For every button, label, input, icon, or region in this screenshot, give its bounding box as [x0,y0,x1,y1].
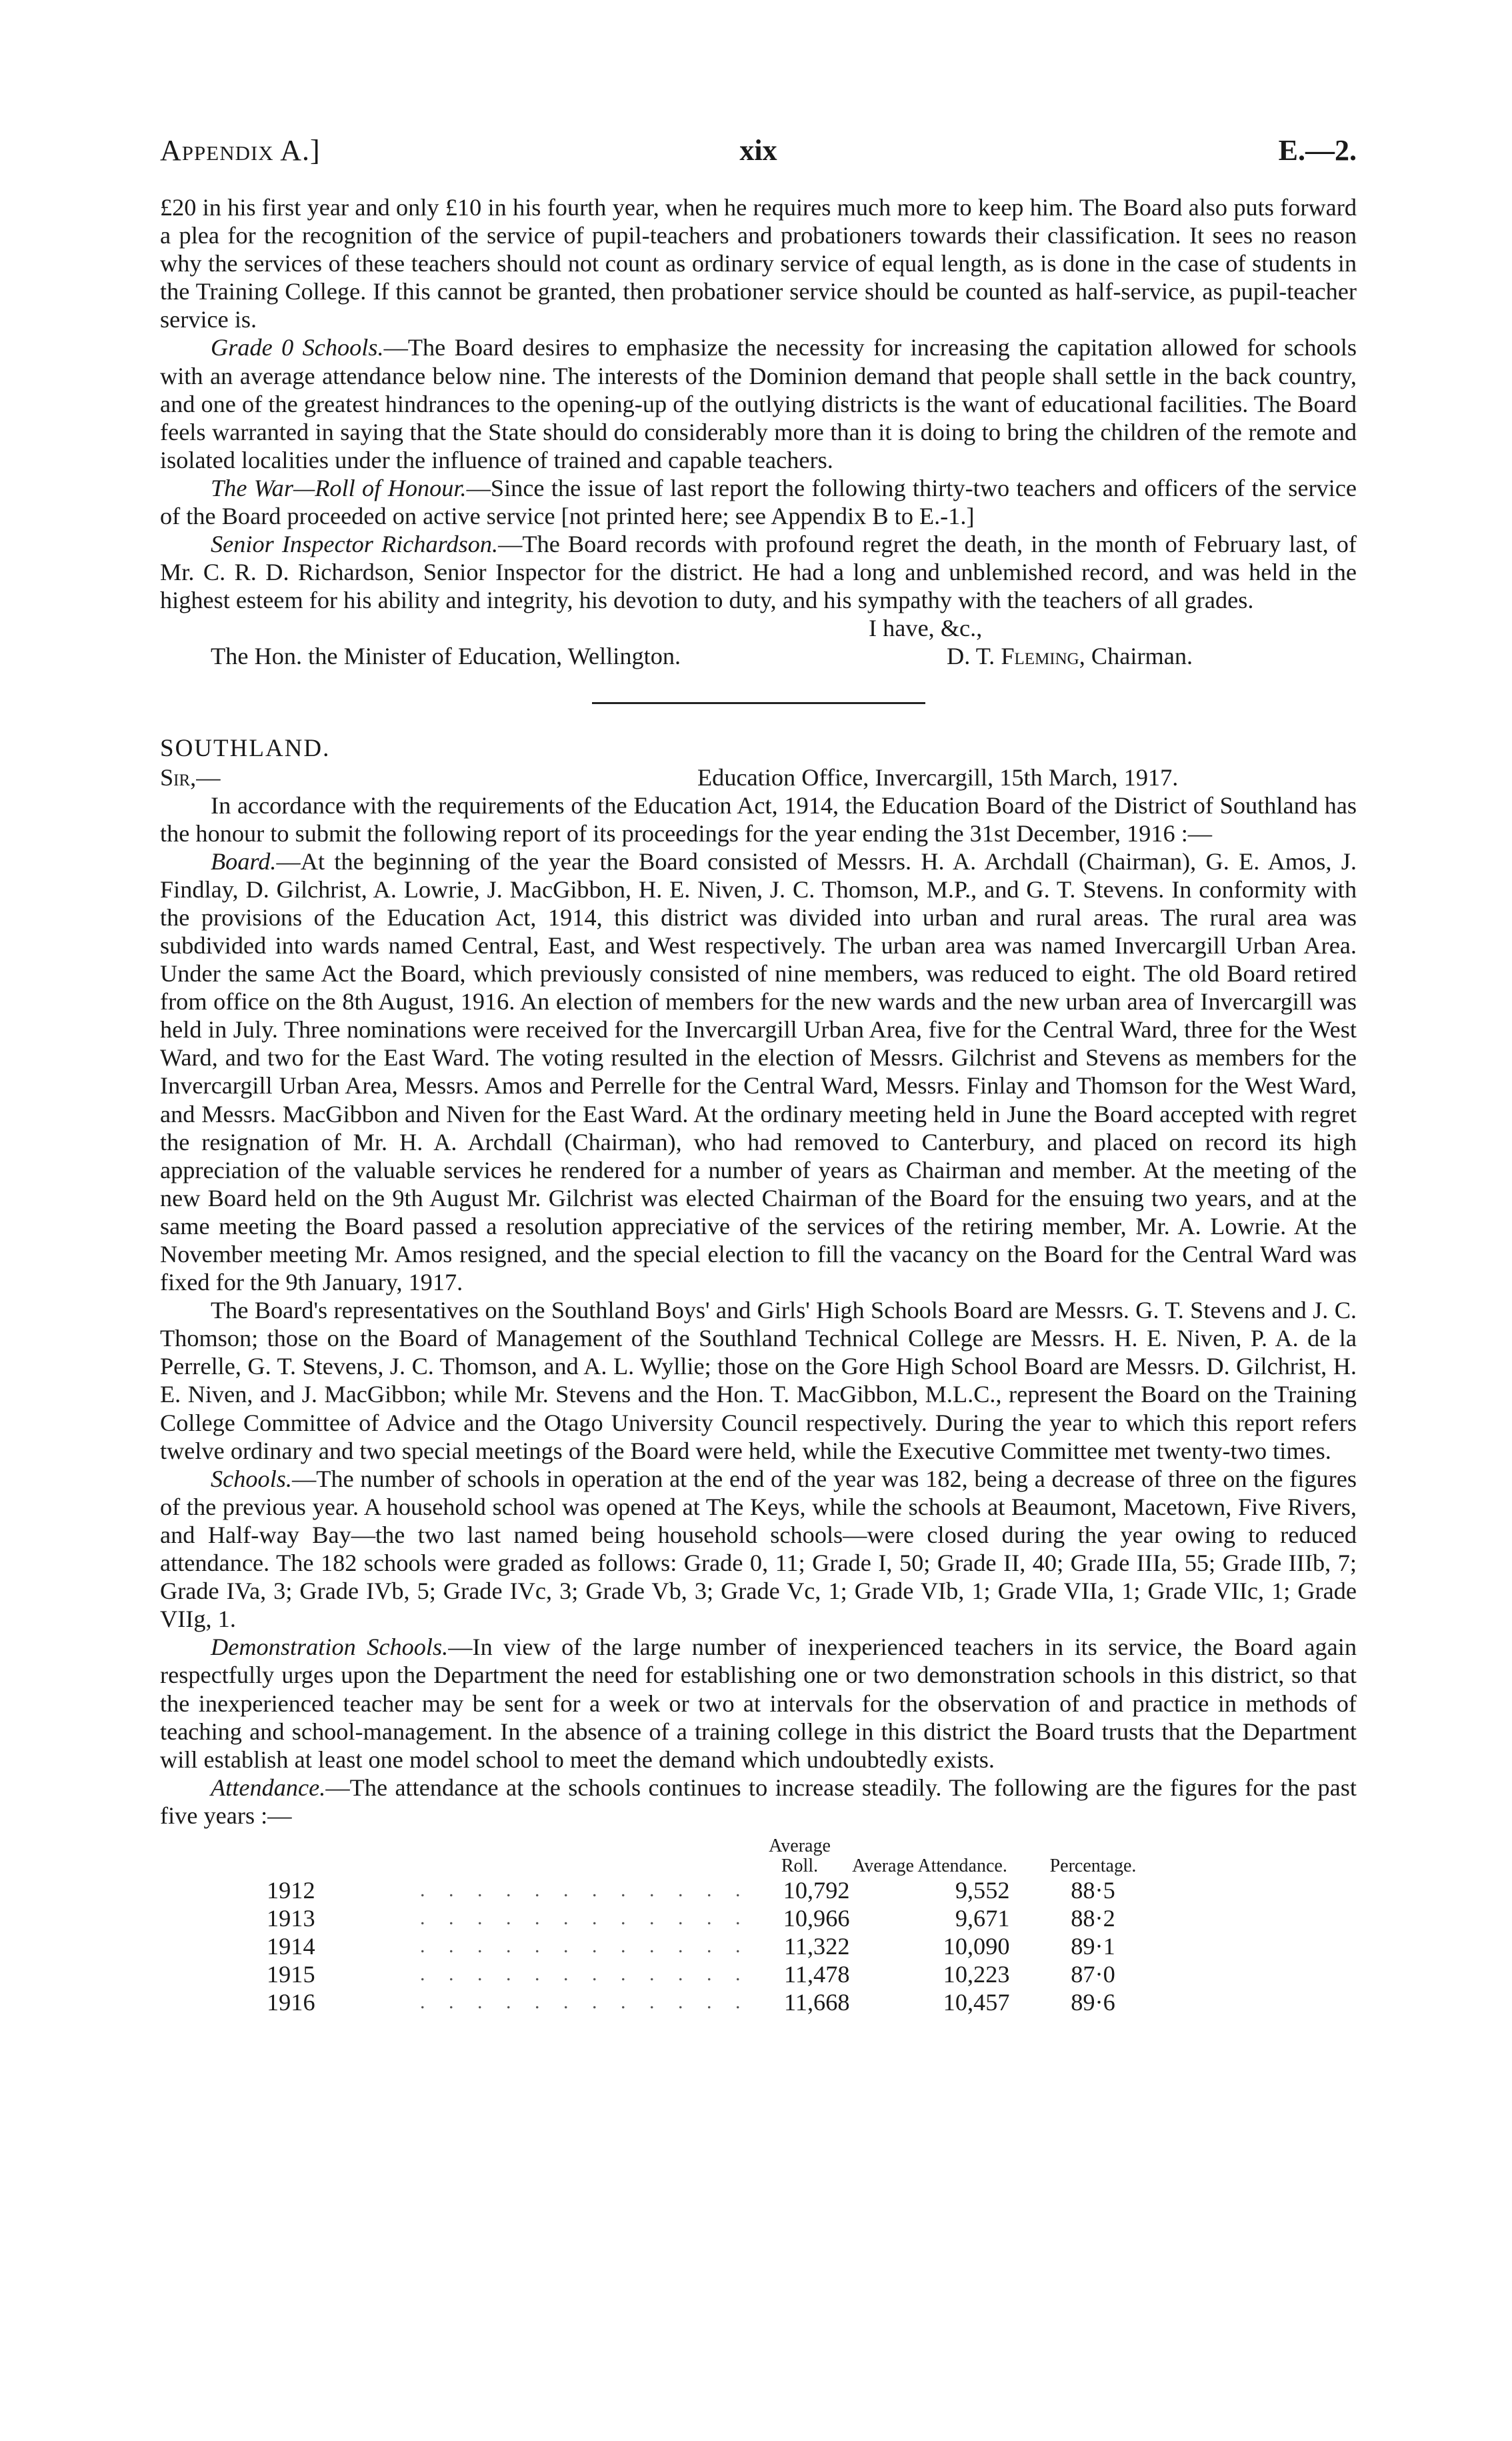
signatory-title: , Chairman. [1079,643,1193,670]
inspector-paragraph [160,530,1357,614]
row-average-roll: 11,322 [784,1932,850,1960]
row-year: 1913 [267,1904,315,1932]
attendance-paragraph [160,1774,1357,1830]
row-average-attendance: 10,090 [943,1932,1010,1960]
grade0-text: —The Board desires to emphasize the necessity for increasing the capitation allowed for schools with an average attendance below nine. The interests of the Dominion demand that people shall settle in the back country, and one of the greatest hindrances to the opening-up of the outlying districts is the want of educational facilities. The Board feels warranted in saying that the State should do considerably more than it is doing to bring the children of the remote and isolated localities under the influence of trained and capable teachers. [160,334,1357,473]
row-average-attendance: 10,223 [943,1960,1010,1988]
table-row [160,1960,1177,1988]
attendance-table [160,1836,1177,2016]
table-row [160,1876,1177,1904]
demonstration-heading: Demonstration Schools. [211,1634,449,1661]
running-header [160,133,1357,173]
row-percentage: 88·2 [1071,1904,1115,1932]
row-average-attendance: 9,552 [955,1876,1010,1904]
salutation: Sir,— [160,763,221,791]
leader-dots: . . . . . . . . . . . . [420,1934,750,1957]
signatory-initials: D. T. [947,643,1001,670]
schools-text: —The number of schools in operation at the end of the year was 182, being a decrease of three on the figures of the previous year. A household school was opened at The Keys, while the schools at Beaumont, Macetown, Five Rivers, and Half-way Bay—the two last named being household schools—were closed during the year owing to reduced attendance. The 182 schools were graded as follows: Grade 0, 11; Grade I, 50; Grade II, 40; Grade IIIa, 55; Grade IIIb, 7; Grade IVa, 3; Grade IVb, 5; Grade IVc, 3; Grade Vb, 3; Grade Vc, 1; Grade VIb, 1; Grade VIIa, 1; Grade VIIc, 1; Grade VIIg, 1. [160,1465,1357,1633]
row-year: 1914 [267,1932,315,1960]
attendance-table-header [160,1836,1177,1876]
board-text: —At the beginning of the year the Board consisted of Messrs. H. A. Archdall (Chairman), G. E. Amos, J. Findlay, D. Gilchrist, A. Lowrie, J. MacGibbon, H. E. Niven, J. C. Thomson, M.P., and G. T. Stevens. In conformity with the provisions of the Education Act, 1914, this district was divided into urban and rural areas. The rural area was subdivided into wards named Central, East, and West respectively. The urban area was named Invercargill Urban Area. Under the same Act the Board, which previously consisted of nine members, was reduced to eight. The old Board retired from office on the 8th August, 1916. An election of members for the new wards and the new urban area of Invercargill was held in July. Three nominations were received for the Invercargill Urban Area, five for the Central Ward, three for the West Ward, and two for the East Ward. The voting resulted in the election of Messrs. Gilchrist and Stevens as members for the Invercargill Urban Area, Messrs. Amos and Perrelle for the Central Ward, Messrs. Finlay and Thomson for the West Ward, and Messrs. MacGibbon and Niven for the East Ward. At the ordinary meeting held in June the Board accepted with regret the resignation of Mr. H. A. Archdall (Chairman), who had removed to Canterbury, and placed on record its high appreciation of the valuable services he rendered for a number of years as Chairman and member. At the meeting of the new Board held on the 9th August Mr. Gilchrist was elected Chairman of the Board for the ensuing two years, and at the same meeting the Board passed a resolution appreciative of the services of the retiring member, Mr. A. Lowrie. At the November meeting Mr. Amos resigned, and the special election to fill the vacancy on the Board for the Central Ward was fixed for the 9th January, 1917. [160,847,1357,1296]
closing-signature [947,642,1193,670]
schools-heading: Schools. [211,1465,292,1492]
row-average-attendance: 10,457 [943,1988,1010,2016]
row-average-roll: 10,792 [783,1876,850,1904]
row-year: 1915 [267,1960,315,1988]
demonstration-paragraph [160,1633,1357,1773]
column-header-attendance: Average Attendance. [852,1855,1007,1876]
southland-opening: In accordance with the requirements of the Education Act, 1914, the Education Board of the District of Southland has the honour to submit the following report of its proceedings for the year ending the 31st December, 1916 :— [160,791,1357,847]
dateline: Education Office, Invercargill, 15th March, 1917. [697,763,1179,791]
grade0-paragraph [160,333,1357,473]
letter-heading [160,763,1357,791]
row-average-roll: 10,966 [783,1904,850,1932]
row-year: 1916 [267,1988,315,2016]
row-year: 1912 [267,1876,315,1904]
closing-formula: I have, &c., [869,615,983,642]
grade0-heading: Grade 0 Schools. [211,334,384,361]
board-paragraph [160,847,1357,1297]
intro-paragraph: £20 in his first year and only £10 in his fourth year, when he requires much more to keep him. The Board also puts forward a plea for the recognition of the service of pupil-teachers and probationers towards their classification. It sees no reason why the services of these teachers should not count as ordinary service of equal length, as is done in the case of students in the Training College. If this cannot be granted, then probationer service should be counted as half-service, as pupil-teacher service is. [160,194,1357,333]
schools-paragraph [160,1465,1357,1634]
row-average-attendance: 9,671 [955,1904,1010,1932]
section-divider [592,702,925,704]
war-paragraph [160,474,1357,530]
row-average-roll: 11,478 [784,1960,850,1988]
column-header-roll: Average Roll. [769,1835,831,1876]
row-percentage: 89·6 [1071,1988,1115,2016]
section-title: SOUTHLAND. [160,735,331,763]
column-header-percentage: Percentage. [1049,1855,1137,1876]
row-percentage: 89·1 [1071,1932,1115,1960]
appendix-label: Appendix A.] [160,134,321,167]
signatory-surname: Fleming [1001,643,1079,670]
page-number: xix [739,134,777,167]
leader-dots: . . . . . . . . . . . . [420,1878,750,1901]
page-body [160,193,1357,2016]
row-average-roll: 11,668 [784,1988,850,2016]
war-heading: The War—Roll of Honour. [211,474,467,501]
inspector-heading: Senior Inspector Richardson. [211,531,499,558]
table-row [160,1988,1177,2016]
board-heading: Board. [211,847,277,875]
representatives-paragraph: The Board's representatives on the Southland Boys' and Girls' High Schools Board are Messrs. G. T. Stevens and J. C. Thomson; those on the Board of Management of the Southland Technical College are Messrs. H. E. Niven, P. A. de la Perrelle, G. T. Stevens, J. C. Thomson, and A. L. Wyllie; those on the Gore High School Board are Messrs. D. Gilchrist, H. E. Niven, and J. MacGibbon; while Mr. Stevens and the Hon. T. MacGibbon, M.L.C., represent the Board on the Training College Committee of Advice and the Otago University Council respectively. During the year to which this report refers twelve ordinary and two special meetings of the Board were held, while the Executive Committee met twenty-two times. [160,1297,1357,1464]
letter-closing [160,614,1357,670]
closing-addressee: The Hon. the Minister of Education, Wellington. [211,643,681,670]
row-percentage: 87·0 [1071,1960,1115,1988]
leader-dots: . . . . . . . . . . . . [420,1906,750,1929]
attendance-text: —The attendance at the schools continues to increase steadily. The following are the figures for the past five years :— [160,1774,1357,1829]
inspector-text: —The Board records with profound regret the death, in the month of February last, of Mr. C. R. D. Richardson, Senior Inspector for the district. He had a long and unblemished record, and was held in the highest esteem for his ability and integrity, his devotion to duty, and his sympathy with the teachers of all grades. [160,531,1357,614]
table-row [160,1904,1177,1932]
document-code: E.—2. [1278,134,1357,167]
table-row [160,1932,1177,1960]
demonstration-text: —In view of the large number of inexperienced teachers in its service, the Board again respectfully urges upon the Department the need for establishing one or two demonstration schools in this district, so that the inexperienced teacher may be sent for a week or two at intervals for the observation of and practice in methods of teaching and school-management. In the absence of a training college in this district the Board trusts that the Department will establish at least one model school to meet the demand which undoubtedly exists. [160,1634,1357,1773]
war-text: —Since the issue of last report the following thirty-two teachers and officers of the service of the Board proceeded on active service [not printed here; see Appendix B to E.-1.] [160,474,1357,530]
row-percentage: 88·5 [1071,1876,1115,1904]
attendance-heading: Attendance. [211,1774,326,1801]
attendance-table-body [160,1876,1177,2016]
leader-dots: . . . . . . . . . . . . [420,1990,750,2013]
leader-dots: . . . . . . . . . . . . [420,1962,750,1985]
